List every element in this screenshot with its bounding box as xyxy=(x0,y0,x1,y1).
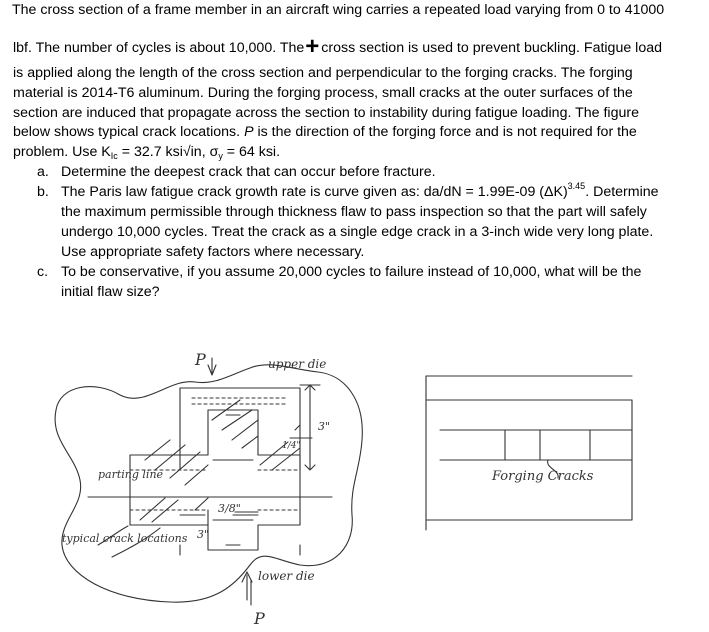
p-arrow-top xyxy=(208,358,216,375)
question-c-line-1: To be conservative, if you assume 20,000 cycles to failure instead of 10,000, what will be the xyxy=(61,264,642,280)
question-b-line-2: the maximum permissible through thickness flaw to pass inspection so that the part will safely xyxy=(61,204,647,220)
problem-line-1: The cross section of a frame member in an aircraft wing carries a repeated load varying from 0 to 41000 xyxy=(12,0,664,20)
typical-cracks-label: typical crack locations xyxy=(62,532,188,545)
three-eighths-label: 3/8" xyxy=(218,502,241,515)
forging-crack-diagram xyxy=(426,376,632,530)
question-a-marker: a. xyxy=(37,164,49,180)
lower-die-label: lower die xyxy=(258,569,315,583)
problem-line-3: is applied along the length of the cross section and perpendicular to the forging cracks. The forging xyxy=(13,65,633,81)
question-b-line-1: The Paris law fatigue crack growth rate is curve given as: da/dN = 1.99E-09 $(\Delta K)^{3.45}$. Determine xyxy=(61,181,659,200)
p-arrow-bottom xyxy=(242,572,252,605)
height-dimension xyxy=(300,385,320,470)
three-inch-label: 3" xyxy=(197,528,210,541)
problem-line-4: material is 2014-T6 aluminum. During the forging process, small cracks at the outer surfaces of the xyxy=(13,85,633,101)
question-a: Determine the deepest crack that can occur before fracture. xyxy=(61,164,436,180)
problem-line-7: problem. Use $K_{Ic} = 32.7$ ksi√in, $\sigma_y = 64$ ksi. xyxy=(13,144,281,161)
question-c-marker: c. xyxy=(37,264,49,280)
cross-inner xyxy=(213,415,253,545)
parting-line-label: parting line xyxy=(98,468,164,481)
die-outline xyxy=(55,365,362,602)
p-label-bottom: P xyxy=(254,609,265,628)
problem-line-6: below shows typical crack locations. P is the direction of the forging force and is not required for the xyxy=(13,124,637,140)
plus-cross-section-icon: + xyxy=(305,33,320,60)
p-label-top: P xyxy=(195,350,206,369)
height-label: 3" xyxy=(318,420,331,433)
small-dim-label: 1/4" xyxy=(282,441,301,451)
question-b-line-3: undergo 10,000 cycles. Treat the crack as a single edge crack in a 3-inch wide very long plate. xyxy=(61,224,654,240)
problem-line-5: section are induced that propagate across the section to instability during fatigue loading. The figure xyxy=(13,105,639,121)
problem-line-2: lbf. The number of cycles is about 10,000. The+ cross section is used to prevent buckling. Fatigue load xyxy=(13,33,662,60)
upper-die-label: upper die xyxy=(268,357,327,371)
question-c-line-2: initial flaw size? xyxy=(61,284,160,300)
question-b-marker: b. xyxy=(37,184,49,200)
question-b-line-4: Use appropriate safety factors where necessary. xyxy=(61,244,365,260)
forging-cracks-label: Forging Cracks xyxy=(492,469,594,484)
